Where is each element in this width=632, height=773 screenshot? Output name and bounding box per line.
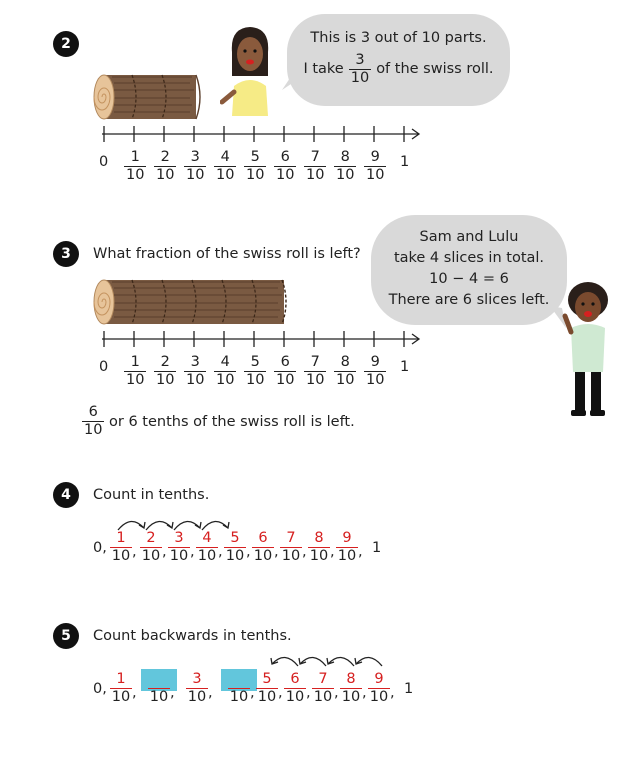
tick-numerator: 6 (280, 354, 290, 370)
sequence-denominator: 10 (337, 548, 357, 564)
sequence-comma: , (334, 685, 339, 701)
speech-line1: This is 3 out of 10 parts. (310, 30, 487, 46)
tick-fraction (214, 354, 236, 389)
sequence-comma: , (246, 544, 251, 560)
sequence-fraction (340, 671, 362, 706)
tick-fraction (274, 354, 296, 389)
section4-instruction: Count in tenths. (93, 487, 210, 503)
sequence-comma: , (250, 685, 255, 701)
sequence-comma: , (218, 544, 223, 560)
sequence-fraction (110, 530, 132, 565)
sequence-numerator: 8 (314, 530, 324, 546)
sequence-comma: , (170, 685, 175, 701)
swiss-roll-icon (92, 277, 292, 327)
sequence-comma: , (362, 685, 367, 701)
sequence-denominator: 10 (229, 689, 249, 705)
tick-denominator: 10 (126, 372, 145, 388)
numberline3-start: 0 (99, 359, 109, 375)
tick-denominator: 10 (246, 372, 265, 388)
sequence-denominator: 10 (111, 548, 131, 564)
sequence-numerator: 7 (318, 671, 328, 687)
tick-numerator: 8 (340, 354, 350, 370)
tick-fraction (334, 149, 356, 184)
tick-numerator: 9 (370, 354, 380, 370)
sequence-numerator: 7 (286, 530, 296, 546)
answer-den: 10 (84, 422, 103, 438)
tick-fraction (364, 149, 386, 184)
sequence-numerator: 8 (346, 671, 356, 687)
tick-fraction (364, 354, 386, 389)
sequence-denominator: 10 (257, 689, 277, 705)
sequence-comma: , (132, 685, 137, 701)
sequence-comma: , (390, 685, 395, 701)
tick-numerator: 9 (370, 149, 380, 165)
sequence-denominator: 10 (111, 689, 131, 705)
sequence-numerator: 1 (116, 530, 126, 546)
tick-denominator: 10 (186, 167, 205, 183)
sequence-comma: , (274, 544, 279, 560)
section4-start: 0, (93, 540, 107, 556)
sequence-fraction (186, 671, 208, 706)
sequence-fraction (252, 530, 274, 565)
tick-fraction (244, 149, 266, 184)
sequence-comma: , (306, 685, 311, 701)
speech3-line2: take 4 slices in total. (393, 250, 545, 266)
tick-numerator: 8 (340, 149, 350, 165)
sequence-fraction (284, 671, 306, 706)
speech-frac-den: 10 (350, 70, 370, 86)
sequence-denominator: 10 (313, 689, 333, 705)
sequence-numerator: 3 (174, 530, 184, 546)
girl-character-icon (220, 24, 280, 116)
tick-denominator: 10 (246, 167, 265, 183)
sequence-comma: , (358, 544, 363, 560)
tick-numerator: 5 (250, 354, 260, 370)
tick-numerator: 2 (160, 354, 170, 370)
tick-denominator: 10 (186, 372, 205, 388)
sequence-fraction (336, 530, 358, 565)
tick-fraction (124, 149, 146, 184)
section4-end: 1 (372, 540, 382, 556)
step-badge-3: 3 (53, 241, 79, 267)
sequence-comma: , (190, 544, 195, 560)
speech3-line4: There are 6 slices left. (388, 292, 550, 308)
sequence-numerator: 9 (342, 530, 352, 546)
tick-numerator: 3 (190, 149, 200, 165)
boy-character-icon (561, 280, 615, 420)
sequence-denominator: 10 (369, 689, 389, 705)
sequence-numerator: 5 (230, 530, 240, 546)
sequence-fraction (368, 671, 390, 706)
tick-denominator: 10 (336, 167, 355, 183)
sequence-comma: , (208, 685, 213, 701)
sequence-numerator: 4 (202, 530, 212, 546)
tick-fraction (244, 354, 266, 389)
sequence-denominator: 10 (141, 548, 161, 564)
sequence-fraction (196, 530, 218, 565)
tick-denominator: 10 (216, 167, 235, 183)
sequence-fraction (280, 530, 302, 565)
sequence-comma: , (330, 544, 335, 560)
section3-answer-fraction (82, 404, 104, 439)
tick-denominator: 10 (156, 372, 175, 388)
tick-numerator: 1 (130, 354, 140, 370)
sequence-comma: , (132, 544, 137, 560)
sequence-numerator: 1 (116, 671, 126, 687)
step-badge-4: 4 (53, 482, 79, 508)
sequence-denominator: 10 (253, 548, 273, 564)
sequence-denominator: 10 (197, 548, 217, 564)
tick-numerator: 1 (130, 149, 140, 165)
sequence-denominator: 10 (285, 689, 305, 705)
tick-fraction (334, 354, 356, 389)
tick-fraction (304, 354, 326, 389)
tick-fraction (154, 354, 176, 389)
speech3-line1: Sam and Lulu (419, 229, 519, 245)
blank-fraction (228, 671, 250, 706)
sequence-denominator: 10 (187, 689, 207, 705)
section5-end: 1 (404, 681, 414, 697)
sequence-denominator: 10 (281, 548, 301, 564)
sequence-fraction (256, 671, 278, 706)
sequence-numerator: 6 (290, 671, 300, 687)
tick-numerator: 3 (190, 354, 200, 370)
tick-denominator: 10 (276, 167, 295, 183)
numberline2-end: 1 (400, 154, 410, 170)
tick-numerator: 7 (310, 149, 320, 165)
tick-denominator: 10 (276, 372, 295, 388)
sequence-denominator: 10 (149, 689, 169, 705)
speech-suffix: of the swiss roll. (376, 61, 494, 77)
section5-instruction: Count backwards in tenths. (93, 628, 292, 644)
sequence-denominator: 10 (169, 548, 189, 564)
sequence-fraction (110, 671, 132, 706)
arc-arrow-icon (268, 650, 388, 670)
answer-num: 6 (88, 404, 98, 420)
tick-denominator: 10 (156, 167, 175, 183)
tick-denominator: 10 (306, 167, 325, 183)
tick-fraction (214, 149, 236, 184)
sequence-comma: , (278, 685, 283, 701)
tick-denominator: 10 (366, 372, 385, 388)
sequence-comma: , (162, 544, 167, 560)
tick-fraction (124, 354, 146, 389)
tick-fraction (184, 149, 206, 184)
sequence-fraction (224, 530, 246, 565)
speech-tail-section2 (282, 72, 302, 92)
number-line-section2 (96, 124, 426, 146)
tick-denominator: 10 (306, 372, 325, 388)
tick-denominator: 10 (366, 167, 385, 183)
tick-denominator: 10 (126, 167, 145, 183)
tick-numerator: 6 (280, 149, 290, 165)
sequence-fraction (308, 530, 330, 565)
section3-question: What fraction of the swiss roll is left? (93, 246, 361, 262)
section3-answer-text: or 6 tenths of the swiss roll is left. (109, 414, 355, 430)
sequence-denominator: 10 (225, 548, 245, 564)
tick-numerator: 7 (310, 354, 320, 370)
tick-fraction (304, 149, 326, 184)
tick-numerator: 4 (220, 354, 230, 370)
tick-denominator: 10 (336, 372, 355, 388)
step-badge-5: 5 (53, 623, 79, 649)
sequence-fraction (168, 530, 190, 565)
sequence-comma: , (302, 544, 307, 560)
blank-fraction (148, 671, 170, 706)
tick-numerator: 5 (250, 149, 260, 165)
speech-prefix: I take (303, 61, 344, 77)
tick-numerator: 2 (160, 149, 170, 165)
numberline2-start: 0 (99, 154, 109, 170)
tick-numerator: 4 (220, 149, 230, 165)
swiss-roll-icon (92, 72, 202, 122)
sequence-fraction (140, 530, 162, 565)
speech3-line3: 10 − 4 = 6 (429, 271, 509, 287)
section5-start: 0, (93, 681, 107, 697)
tick-fraction (184, 354, 206, 389)
sequence-numerator: 2 (146, 530, 156, 546)
tick-fraction (274, 149, 296, 184)
sequence-numerator: 9 (374, 671, 384, 687)
speech-bubble-section2 (287, 14, 510, 106)
step-badge-2: 2 (53, 31, 79, 57)
speech-bubble-section3 (371, 215, 567, 325)
sequence-numerator: 3 (192, 671, 202, 687)
sequence-numerator: 5 (262, 671, 272, 687)
sequence-denominator: 10 (309, 548, 329, 564)
sequence-numerator: 6 (258, 530, 268, 546)
speech-frac-num: 3 (355, 52, 365, 68)
number-line-section3 (96, 329, 426, 351)
tick-fraction (154, 149, 176, 184)
tick-denominator: 10 (216, 372, 235, 388)
numberline3-end: 1 (400, 359, 410, 375)
sequence-fraction (312, 671, 334, 706)
sequence-denominator: 10 (341, 689, 361, 705)
